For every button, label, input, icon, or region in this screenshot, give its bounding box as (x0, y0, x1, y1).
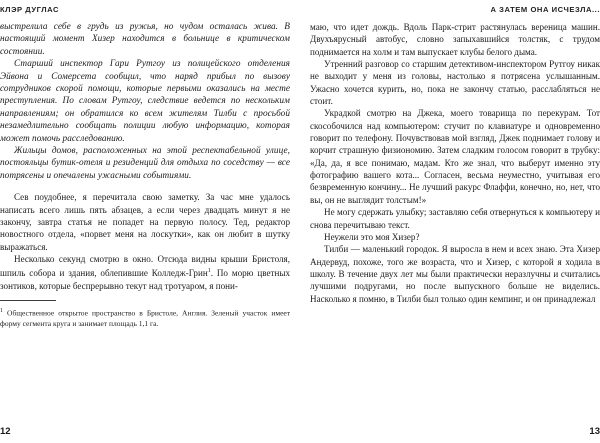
footnote-separator-rule (0, 300, 56, 301)
body-paragraph: Тилби — маленький городок. Я выросла в нем и всех знаю. Эта Хизер Андервуд, похоже, того же возраста, что и Хизер, с которой я ходила в школу. В течение двух лет мы были практически неразлучны и считались лучшими подругами, но после выпускного больше не виделись. Насколько я помню, в Тилби был только один кемпинг, и он принадлежал (310, 244, 600, 304)
body-paragraph: Утренний разговор со старшим детективом-инспектором Рутгоу никак не выходит у меня из головы, настолько я потрясена услышанным. Ужасно хочется курить, но, пока не закончу статью, расслабляться не стоит. (310, 59, 600, 107)
running-head-author: КЛЭР ДУГЛАС (0, 5, 60, 14)
footnote-reference-marker[interactable]: 1 (207, 268, 211, 275)
footnote-number: 1 (0, 308, 3, 315)
right-page (300, 0, 600, 443)
right-page-text-column (310, 21, 600, 305)
excerpt-paragraph: Жильцы домов, расположенных на этой респектабельной улице, постояльцы бутик-отеля и резиденций для отдыха по соседству — все потрясены и опечалены ужасными событиями. (0, 146, 290, 181)
body-paragraph: маю, что идет дождь. Вдоль Парк-стрит растянулась вереница машин. Двухъярусный автобус, словно запыхавшийся толстяк, с трудом поднимается на холм и там выпускает клубы белого дыма. (310, 22, 600, 57)
excerpt-paragraph: Старший инспектор Гари Рутгоу из полицейского отделения Эйвона и Сомерсета сообщил, что наряд прибыл по вызову сотрудников скорой помощи, которые первыми оказались на месте преступления. По словам Рутгоу, следствие ведется по нескольким направлениям; он обратился ко всем жителям Тилби с просьбой незамедлительно сообщать полиции любую информацию, которая может помочь расследованию. (0, 59, 290, 144)
page-number-right: 13 (589, 426, 600, 437)
running-head-title: А ЗАТЕМ ОНА ИСЧЕЗЛА... (490, 5, 600, 14)
body-paragraph: Не могу сдержать улыбку; заставляю себя отвернуться к компьютеру и снова перечитываю текст. (310, 207, 600, 230)
body-paragraph: Сев поудобнее, я перечитала свою заметку. За час мне удалось написать всего лишь пять абзацев, а если через двадцать минут я не закончу, завтра статья не попадет на первую полосу. Тед, редактор новостного отдела, «порвет меня на лоскутки», как он любит в шутку выражаться. (0, 192, 290, 252)
footnote-block (0, 300, 290, 329)
body-paragraph: Украдкой смотрю на Джека, моего товарища по перекурам. Тот скособочился над компьютером: стучит по клавиатуре и одновременно говорит по телефону. Почувствовав мой взгляд, Джек поднимает голову и корчит страшную физиономию. Затем сладким голосом говорит в трубку: «Да, да, я все понимаю, мадам. Кто же знал, что выберут именно эту фотографию вашего кота... Согласен, весьма неуместно, учитывая его безвременную кончину... Не лучший ракурс Флаффи, конечно, но, нет, что вы, он не выглядит толстым!» (310, 108, 600, 205)
body-paragraph-text: Несколько секунд смотрю в окно. Отсюда видны крыши Бристоля, шпиль собора и здания, облепившие Колледж-Грин (0, 254, 290, 279)
page-number-left: 12 (0, 426, 11, 437)
footnote-text (0, 306, 290, 329)
excerpt-paragraph: выстрелила себе в грудь из ружья, но чудом осталась жива. В настоящий момент Хизер находится в больнице в критическом состоянии. (0, 22, 290, 57)
footnote-body: Общественное открытое пространство в Бристоле, Англия. Зеленый участок имеет форму сегмента круга и занимает площадь 1,1 га. (0, 308, 291, 328)
body-paragraph-text-tail: . По морю цветных зонтиков, которые беспрерывно текут над тротуаром, я пони- (0, 268, 290, 291)
newspaper-excerpt (0, 21, 290, 182)
section-spacer (0, 182, 290, 191)
body-paragraph-with-footnote (0, 253, 290, 292)
left-page-text-column (0, 21, 290, 329)
body-paragraph: Неужели это моя Хизер? (324, 231, 420, 242)
